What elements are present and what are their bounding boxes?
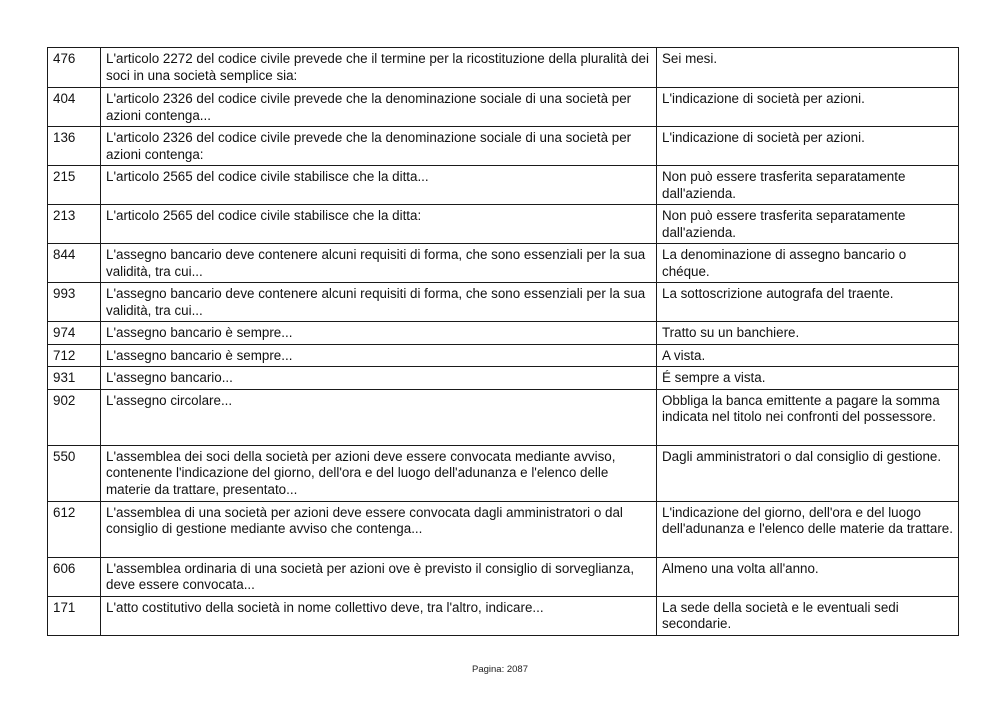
answer-text-cell: Obbliga la banca emittente a pagare la somma indicata nel titolo nei confronti del possessore.: [657, 389, 959, 445]
question-text-cell: L'assegno bancario è sempre...: [101, 344, 657, 367]
question-id-cell: 844: [48, 244, 101, 283]
question-id-cell: 476: [48, 48, 101, 88]
table-row: [48, 445, 959, 501]
question-id-cell: 550: [48, 445, 101, 501]
table-row: [48, 367, 959, 390]
question-table: [47, 47, 959, 636]
question-id-cell: 612: [48, 501, 101, 557]
table-row: [48, 127, 959, 166]
question-text-cell: L'articolo 2272 del codice civile prevede che il termine per la ricostituzione della pluralità dei soci in una società semplice sia:: [101, 48, 657, 88]
question-id-cell: 993: [48, 283, 101, 322]
question-id-cell: 902: [48, 389, 101, 445]
question-id-cell: 215: [48, 166, 101, 205]
question-id-cell: 136: [48, 127, 101, 166]
table-row: [48, 244, 959, 283]
table-row: [48, 88, 959, 127]
question-text-cell: L'assemblea di una società per azioni deve essere convocata dagli amministratori o dal consiglio di gestione mediante avviso che contenga...: [101, 501, 657, 557]
table-row: [48, 557, 959, 596]
table-row: [48, 389, 959, 445]
answer-text-cell: Non può essere trasferita separatamente dall'azienda.: [657, 166, 959, 205]
question-id-cell: 404: [48, 88, 101, 127]
question-text-cell: L'assegno bancario deve contenere alcuni requisiti di forma, che sono essenziali per la sua validità, tra cui...: [101, 244, 657, 283]
table-row: [48, 501, 959, 557]
question-text-cell: L'articolo 2326 del codice civile prevede che la denominazione sociale di una società per azioni contenga...: [101, 88, 657, 127]
question-id-cell: 606: [48, 557, 101, 596]
table-row: [48, 205, 959, 244]
question-id-cell: 213: [48, 205, 101, 244]
question-id-cell: 171: [48, 596, 101, 635]
question-text-cell: L'articolo 2326 del codice civile prevede che la denominazione sociale di una società per azioni contenga:: [101, 127, 657, 166]
question-text-cell: L'assegno circolare...: [101, 389, 657, 445]
question-id-cell: 931: [48, 367, 101, 390]
question-text-cell: L'assegno bancario è sempre...: [101, 322, 657, 345]
answer-text-cell: Sei mesi.: [657, 48, 959, 88]
answer-text-cell: L'indicazione del giorno, dell'ora e del luogo dell'adunanza e l'elenco delle materie da trattare.: [657, 501, 959, 557]
question-text-cell: L'assemblea ordinaria di una società per azioni ove è previsto il consiglio di sorveglianza, deve essere convocata...: [101, 557, 657, 596]
page-number: Pagina: 2087: [472, 664, 528, 675]
question-text-cell: L'articolo 2565 del codice civile stabilisce che la ditta:: [101, 205, 657, 244]
question-text-cell: L'assegno bancario deve contenere alcuni requisiti di forma, che sono essenziali per la sua validità, tra cui...: [101, 283, 657, 322]
answer-text-cell: É sempre a vista.: [657, 367, 959, 390]
answer-text-cell: La denominazione di assegno bancario o chéque.: [657, 244, 959, 283]
table-row: [48, 596, 959, 635]
question-text-cell: L'assegno bancario...: [101, 367, 657, 390]
answer-text-cell: L'indicazione di società per azioni.: [657, 88, 959, 127]
answer-text-cell: L'indicazione di società per azioni.: [657, 127, 959, 166]
table-row: [48, 48, 959, 88]
question-text-cell: L'articolo 2565 del codice civile stabilisce che la ditta...: [101, 166, 657, 205]
answer-text-cell: A vista.: [657, 344, 959, 367]
answer-text-cell: La sottoscrizione autografa del traente.: [657, 283, 959, 322]
table-row: [48, 166, 959, 205]
question-text-cell: L'atto costitutivo della società in nome collettivo deve, tra l'altro, indicare...: [101, 596, 657, 635]
answer-text-cell: Tratto su un banchiere.: [657, 322, 959, 345]
table-row: [48, 344, 959, 367]
table-row: [48, 322, 959, 345]
question-text-cell: L'assemblea dei soci della società per azioni deve essere convocata mediante avviso, contenente l'indicazione del giorno, dell'ora e del luogo dell'adunanza e l'elenco delle materie da trattare, presentato...: [101, 445, 657, 501]
answer-text-cell: La sede della società e le eventuali sedi secondarie.: [657, 596, 959, 635]
answer-text-cell: Dagli amministratori o dal consiglio di gestione.: [657, 445, 959, 501]
question-id-cell: 712: [48, 344, 101, 367]
question-id-cell: 974: [48, 322, 101, 345]
answer-text-cell: Non può essere trasferita separatamente dall'azienda.: [657, 205, 959, 244]
question-table-body: [48, 48, 959, 636]
table-row: [48, 283, 959, 322]
answer-text-cell: Almeno una volta all'anno.: [657, 557, 959, 596]
